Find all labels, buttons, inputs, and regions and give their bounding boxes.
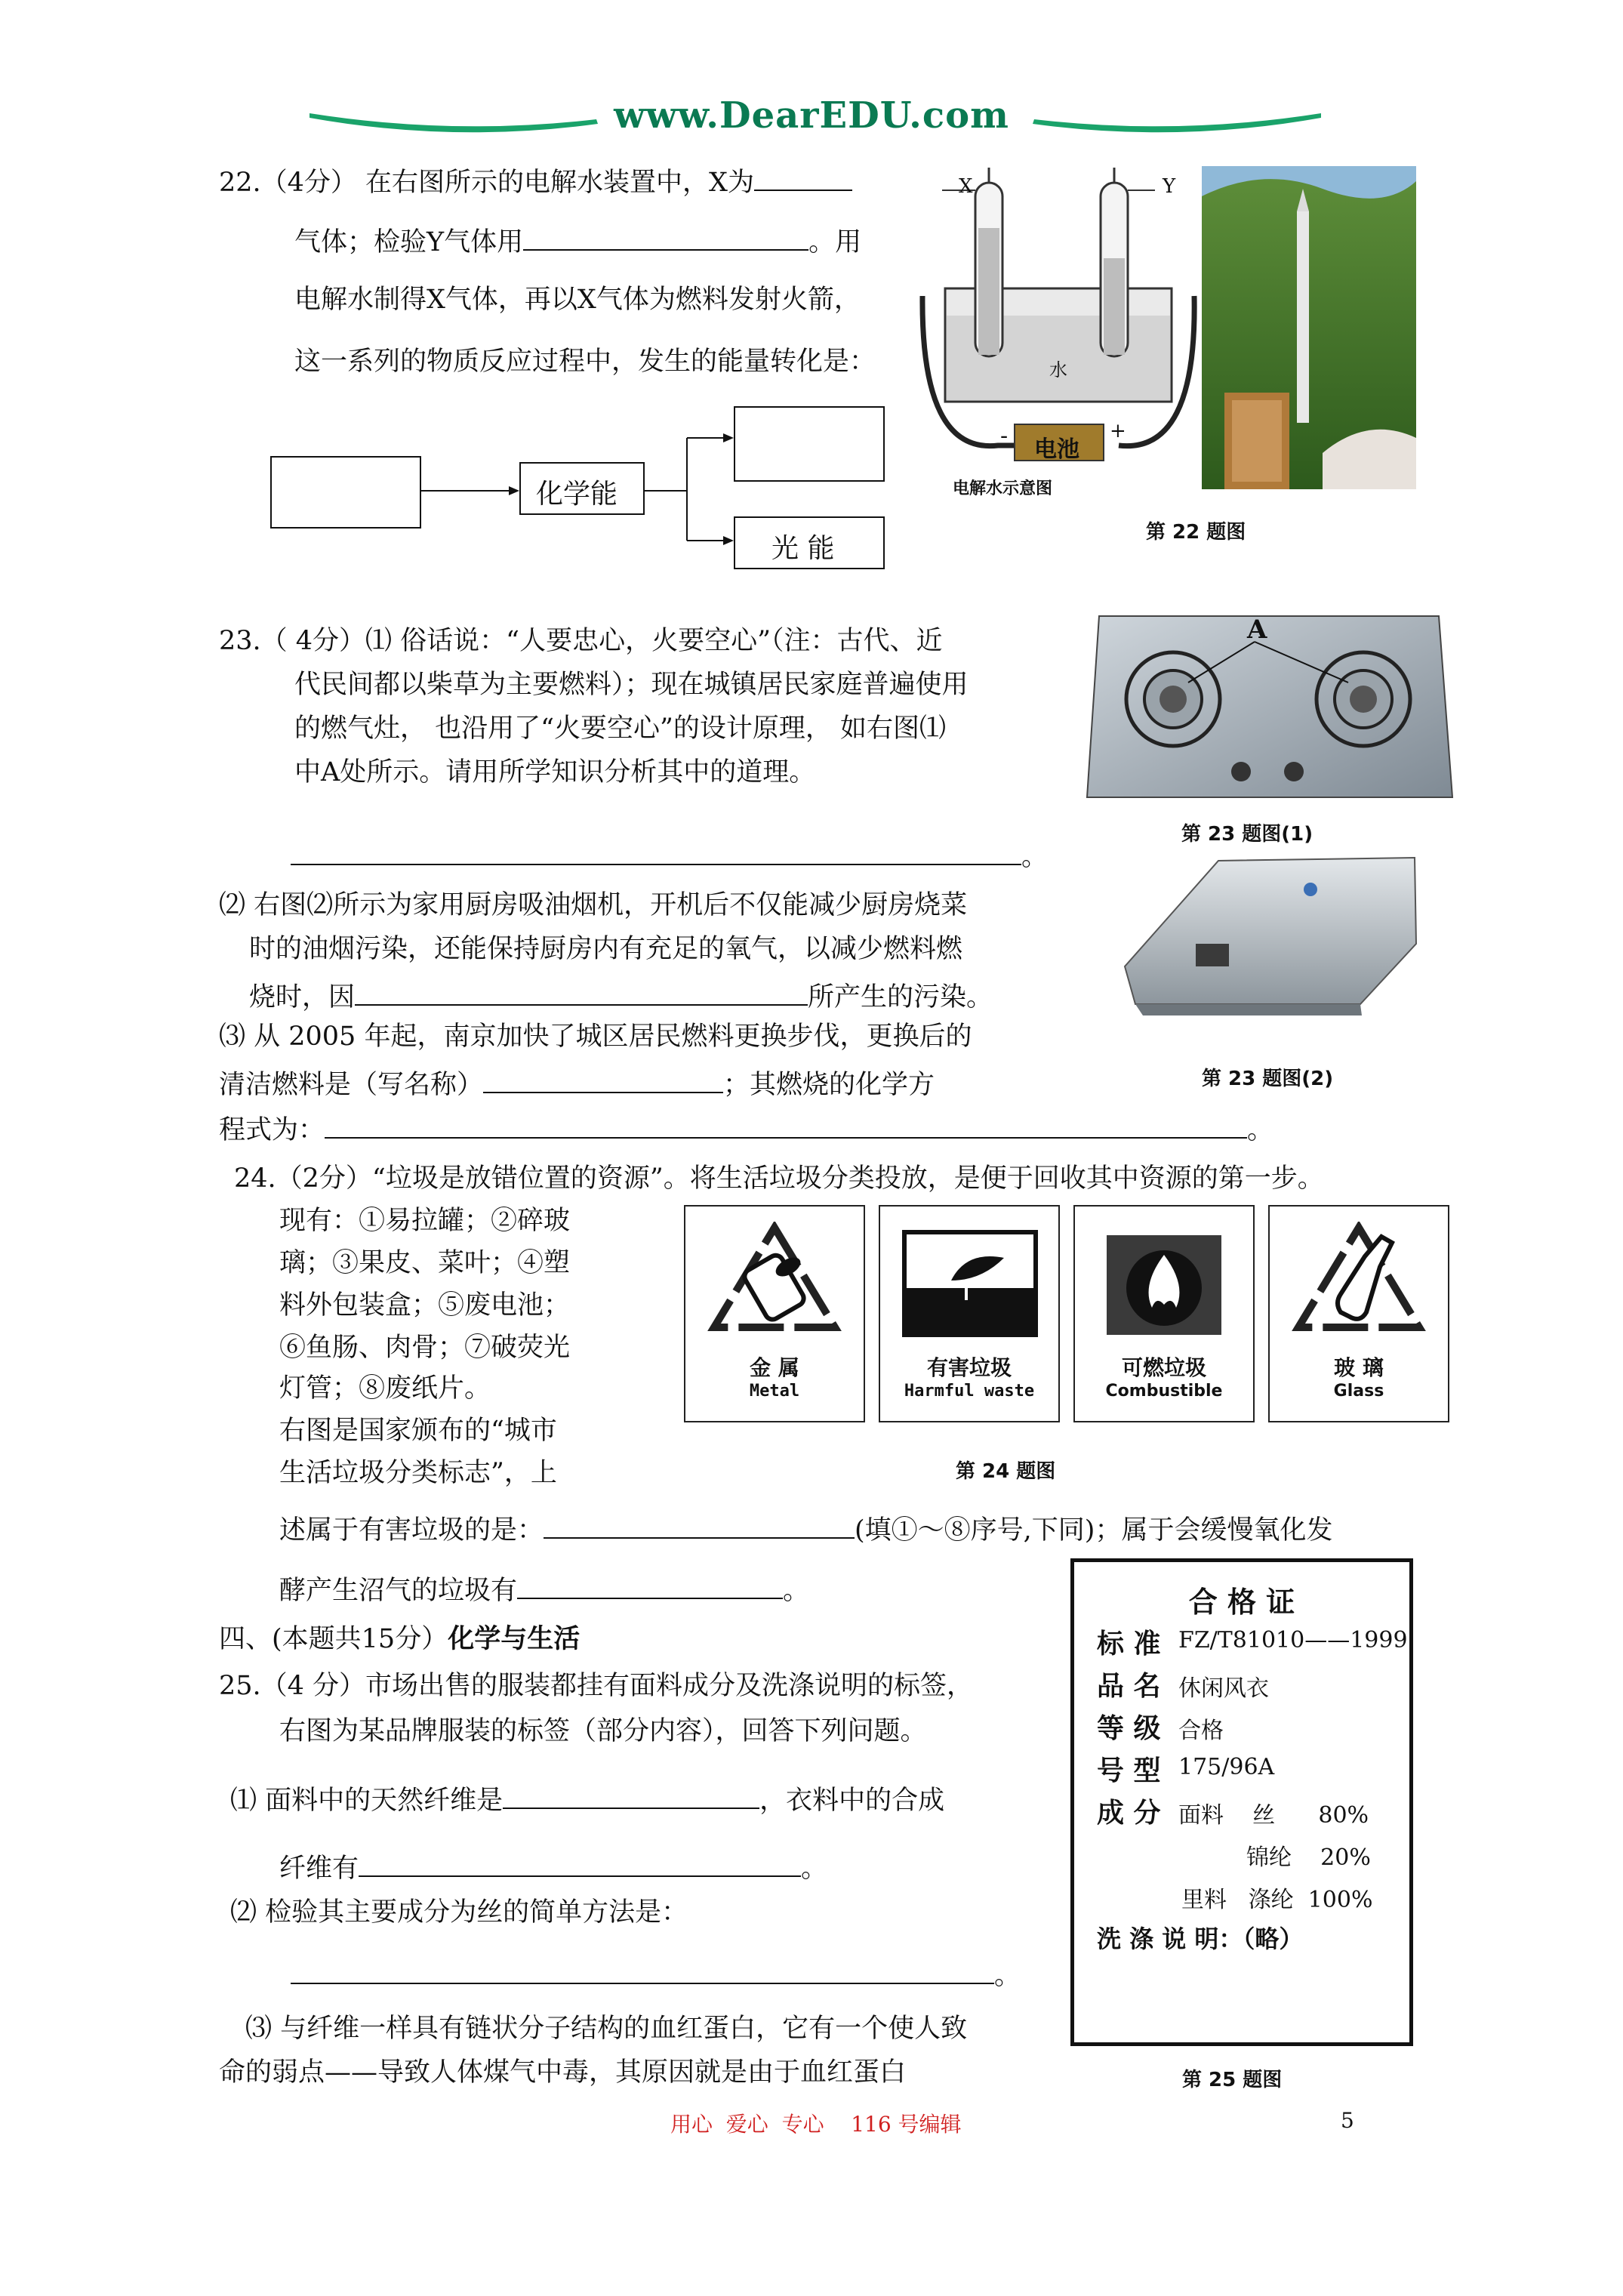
q22-line1: 22.（4分） 在右图所示的电解水装置中，X为 [219, 162, 852, 199]
sign-harmful [879, 1205, 1060, 1422]
flow-label-chemical: 化学能 [536, 479, 618, 510]
garment-label-title: 合 格 证 [1188, 1585, 1295, 1619]
stove-label-a: A [1247, 615, 1267, 645]
combustible-flame-icon [1104, 1232, 1224, 1338]
sign-combustible [1073, 1205, 1255, 1422]
sign-glass-cn: 玻 璃 [1334, 1355, 1384, 1380]
q23-p2-line2: 时的油烟污染，还能保持厨房内有充足的氧气，以减少燃料燃 [249, 934, 963, 964]
label-val-fabric: 面料 丝 80% [1178, 1802, 1369, 1829]
q23-p2-line3: 烧时，因 所产生的污染。 [249, 977, 993, 1013]
q22-line3: 电解水制得X气体，再以X气体为燃料发射火箭， [294, 285, 861, 315]
sign-glass [1268, 1205, 1449, 1422]
q24-caption: 第 24 题图 [956, 1460, 1056, 1483]
q23-caption-1: 第 23 题图(1) [1181, 823, 1313, 846]
q24-line5: ⑥鱼肠、肉骨；⑦破荧光 [279, 1333, 571, 1363]
q24-line4: 料外包装盒；⑤废电池； [279, 1290, 571, 1321]
label-minus: - [1000, 423, 1009, 449]
q24-line2: 现有：①易拉罐；②碎玻 [279, 1206, 571, 1236]
q23-line1: 23.（ 4分）⑴ 俗话说：“人要忠心，火要空心”（注：古代、近 [219, 626, 943, 656]
q25-p2: ⑵ 检验其主要成分为丝的简单方法是： [230, 1897, 688, 1928]
label-plus: + [1110, 420, 1126, 442]
flow-label-light: 光 能 [771, 533, 835, 564]
q25-line1: 25.（4 分）市场出售的服装都挂有面料成分及洗涤说明的标签， [219, 1671, 974, 1701]
q24-line1: 24.（2分）“垃圾是放错位置的资源”。将生活垃圾分类投放，是便于回收其中资源的第一步。 [234, 1163, 1324, 1194]
flow-box-blank-2 [734, 406, 885, 482]
label-val-size: 175/96A [1178, 1754, 1275, 1780]
recycle-bottle-icon [1291, 1222, 1427, 1335]
q22-line4: 这一系列的物质反应过程中，发生的能量转化是： [294, 347, 876, 377]
q23-p3-line2: 清洁燃料是（写名称） ；其燃烧的化学方 [219, 1065, 935, 1101]
q23-line2: 代民间都以柴草为主要燃料）；现在城镇居民家庭普遍使用 [294, 670, 969, 700]
rocket-photo [1202, 166, 1416, 489]
q23-p3-line3: 程式为： 。 [219, 1110, 1273, 1146]
q23-line3: 的燃气灶， 也沿用了“火要空心”的设计原理， 如右图⑴ [294, 713, 947, 744]
q25-p1-line1: ⑴ 面料中的天然纤维是 ，衣料中的合成 [230, 1780, 944, 1817]
label-key-composition: 成 分 [1097, 1797, 1161, 1829]
label-y: Y [1163, 175, 1176, 198]
sign-metal [684, 1205, 865, 1422]
label-battery: 电池 [1034, 436, 1079, 463]
label-x: X [959, 175, 973, 198]
sign-metal-cn: 金 属 [750, 1355, 799, 1380]
sign-metal-en: Metal [749, 1382, 800, 1401]
q22-caption: 第 22 题图 [1146, 521, 1246, 544]
flow-arrows [415, 430, 740, 551]
sign-glass-en: Glass [1333, 1382, 1384, 1401]
section4-title: 四、(本题共15分）化学与生活 [219, 1623, 581, 1654]
q23-p2-line1: ⑵ 右图⑵所示为家用厨房吸油烟机，开机后不仅能减少厨房烧菜 [219, 890, 968, 920]
label-key-size: 号 型 [1097, 1755, 1161, 1786]
site-header: www.DearEDU.com [614, 94, 1009, 137]
sign-harmful-cn: 有害垃圾 [926, 1355, 1012, 1380]
label-key-standard: 标 准 [1097, 1628, 1161, 1660]
q23-p3-line1: ⑶ 从 2005 年起，南京加快了城区居民燃料更换步伐，更换后的 [219, 1022, 972, 1052]
q23-caption-2: 第 23 题图(2) [1202, 1068, 1334, 1090]
label-water: 水 [1049, 359, 1067, 381]
label-val-grade: 合格 [1178, 1718, 1224, 1744]
q23-answer-line-1: 。 [291, 837, 1048, 873]
sign-harmful-en: Harmful waste [904, 1382, 1035, 1401]
label-key-grade: 等 级 [1097, 1712, 1161, 1744]
page-number: 5 [1341, 2108, 1354, 2133]
label-val-lining: 里料 涤纶 100% [1181, 1887, 1373, 1913]
q25-line2: 右图为某品牌服装的标签（部分内容），回答下列问题。 [279, 1716, 927, 1746]
q25-p3-line2: 命的弱点——导致人体煤气中毒，其原因就是由于血红蛋白 [219, 2057, 907, 2088]
sign-combustible-en: Combustible [1105, 1382, 1223, 1401]
label-wash: 洗 涤 说 明：（略） [1097, 1925, 1304, 1953]
gas-stove-photo [1084, 610, 1454, 806]
q24-line7: 右图是国家颁布的“城市 [279, 1416, 557, 1446]
sign-combustible-cn: 可燃垃圾 [1121, 1355, 1206, 1380]
q24-line9: 述属于有害垃圾的是： (填①～⑧序号,下同)；属于会缓慢氧化发 [279, 1510, 1332, 1546]
q24-line3: 璃；③果皮、菜叶；④塑 [279, 1248, 571, 1278]
label-val-standard: FZ/T81010——1999 [1178, 1627, 1408, 1653]
q25-answer-line-2: 。 [291, 1955, 1021, 1992]
q25-p3-line1: ⑶ 与纤维一样具有链状分子结构的血红蛋白，它有一个使人致 [245, 2014, 968, 2044]
electrolysis-caption: 电解水示意图 [953, 479, 1053, 498]
label-val-nylon: 锦纶 20% [1246, 1845, 1371, 1871]
footer-text: 用心 爱心 专心 116 号编辑 [670, 2112, 962, 2137]
q25-p1-line2: 纤维有 。 [279, 1848, 827, 1885]
q24-line6: 灯管；⑧废纸片。 [279, 1373, 491, 1404]
q24-line8: 生活垃圾分类标志”，上 [279, 1458, 557, 1488]
garment-label [1070, 1558, 1413, 2046]
label-key-name: 品 名 [1097, 1670, 1161, 1702]
harmful-waste-icon [898, 1228, 1042, 1341]
label-val-name: 休闲风衣 [1178, 1675, 1269, 1702]
q22-line2: 气体；检验Y气体用 。用 [294, 222, 861, 258]
q24-line10: 酵产生沼气的垃圾有 。 [279, 1570, 809, 1607]
q25-caption: 第 25 题图 [1182, 2069, 1283, 2091]
recycle-can-icon [707, 1222, 842, 1335]
flow-box-blank-1 [270, 456, 421, 529]
range-hood-photo [1120, 853, 1422, 1019]
q23-line4: 中A处所示。请用所学知识分析其中的道理。 [294, 757, 816, 787]
